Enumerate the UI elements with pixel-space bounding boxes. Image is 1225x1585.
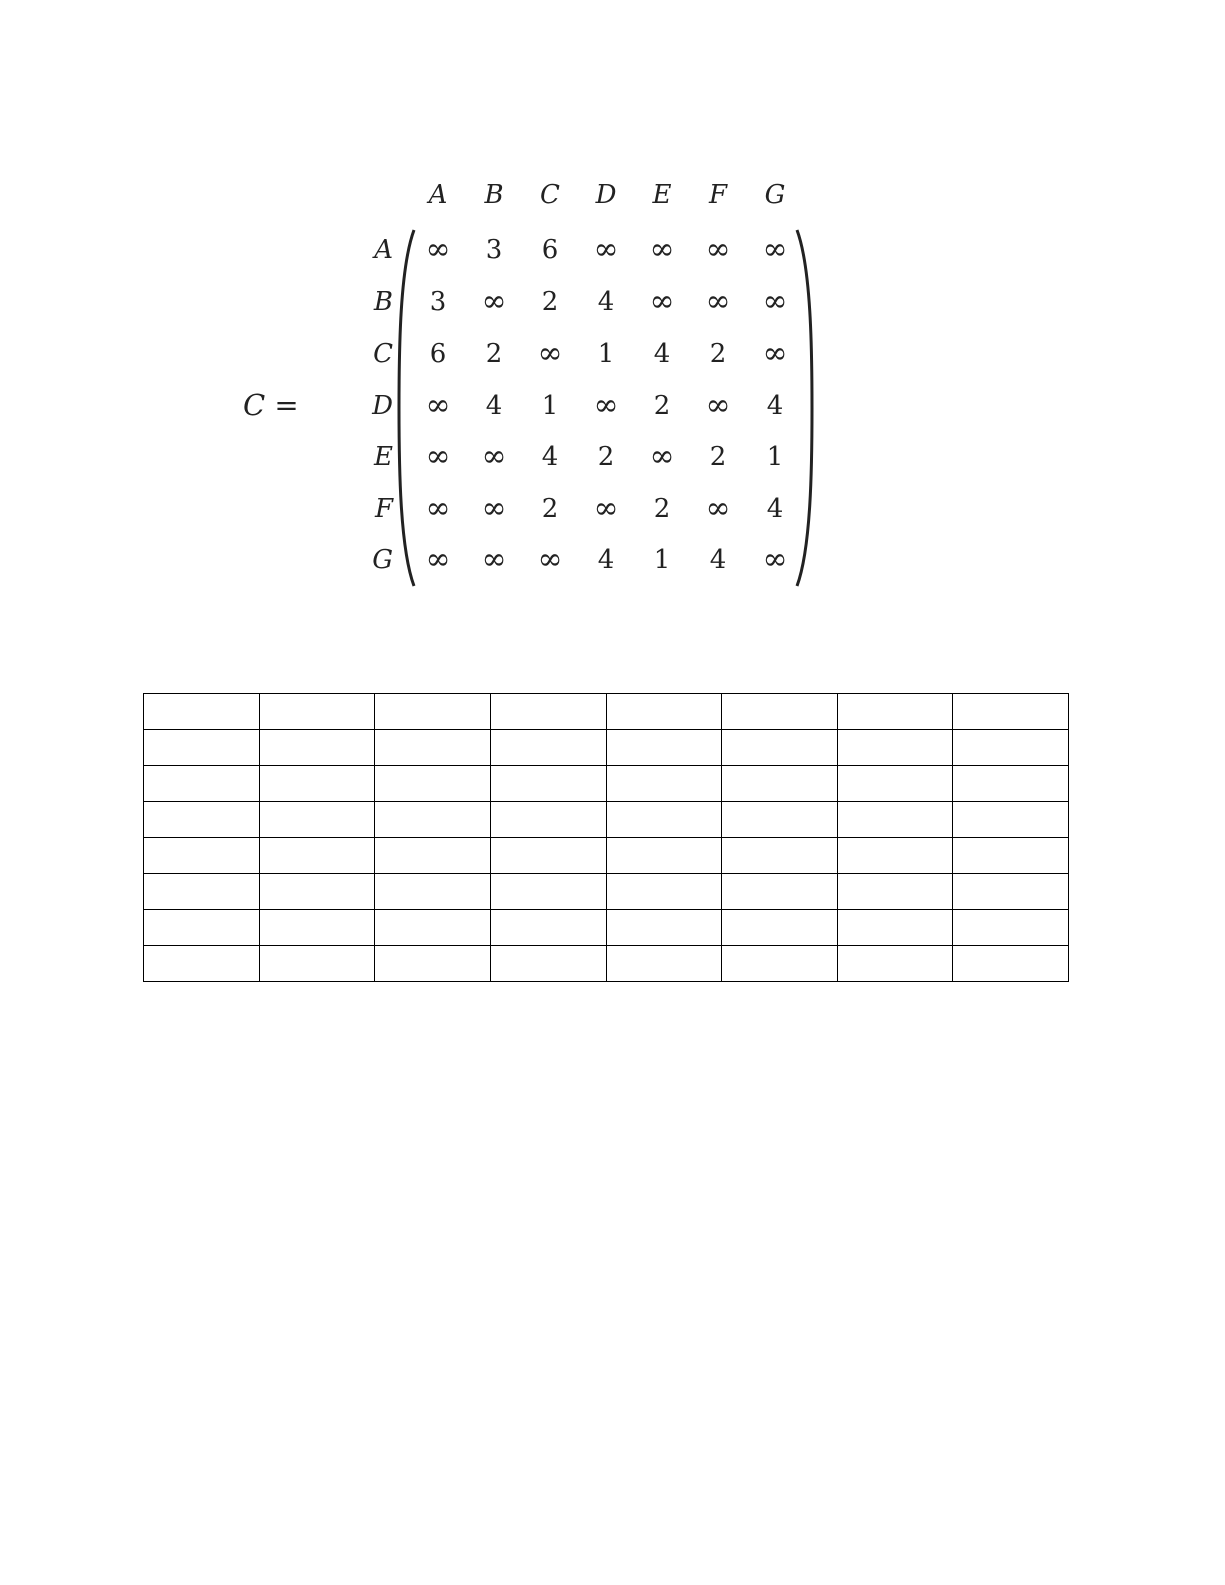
matrix-cell: 4 [653,339,671,369]
matrix-cell: 2 [541,287,559,317]
answer-grid-cell [953,874,1069,910]
answer-grid-cell [375,730,491,766]
answer-grid-cell [375,838,491,874]
matrix-cell: 4 [766,391,784,421]
answer-grid-cell [490,766,606,802]
matrix-cell: ∞ [705,388,731,423]
matrix-cell: 4 [597,545,615,575]
answer-grid-cell [144,838,260,874]
answer-grid-row [144,730,1069,766]
answer-grid-cell [144,946,260,982]
answer-grid-cell [259,838,375,874]
matrix-column-header: A [428,180,448,210]
matrix-cell: ∞ [481,491,507,526]
matrix-cell: 4 [485,391,503,421]
matrix-column-header: G [764,180,786,210]
matrix-cell: ∞ [537,542,563,577]
answer-grid-cell [259,730,375,766]
matrix-cell: ∞ [537,336,563,371]
answer-grid-cell [259,694,375,730]
matrix-cell: 2 [541,494,559,524]
matrix-cell: ∞ [593,491,619,526]
matrix-cell: 4 [709,545,727,575]
answer-grid-row [144,694,1069,730]
answer-grid-cell [144,694,260,730]
matrix-cell: 2 [597,442,615,472]
answer-grid-cell [837,838,953,874]
answer-grid-cell [953,766,1069,802]
answer-grid-cell [953,838,1069,874]
answer-grid-cell [953,946,1069,982]
answer-grid-cell [606,874,722,910]
answer-grid [143,693,1069,982]
answer-grid-cell [837,946,953,982]
answer-grid-row [144,838,1069,874]
matrix-cell: ∞ [762,284,788,319]
answer-grid-cell [606,694,722,730]
matrix-cell: 2 [653,391,671,421]
answer-grid-cell [259,910,375,946]
answer-grid-cell [144,874,260,910]
matrix-cell: 2 [709,339,727,369]
matrix-row-header: E [374,442,393,472]
matrix-cell: ∞ [649,284,675,319]
matrix-cell: 1 [541,391,559,421]
matrix-cell: 6 [541,235,559,265]
matrix-cell: 2 [709,442,727,472]
matrix-variable: C [243,388,266,422]
answer-grid-cell [722,910,838,946]
answer-grid-cell [953,694,1069,730]
answer-grid-cell [953,730,1069,766]
answer-grid-row [144,946,1069,982]
answer-grid-cell [722,946,838,982]
answer-grid-cell [722,838,838,874]
matrix-cell: ∞ [705,491,731,526]
matrix-cell: 3 [485,235,503,265]
answer-grid-cell [375,802,491,838]
matrix-cell: ∞ [425,491,451,526]
answer-grid-cell [606,910,722,946]
matrix-cell: ∞ [649,439,675,474]
answer-grid-cell [837,874,953,910]
answer-grid-cell [375,694,491,730]
matrix-cell: ∞ [762,542,788,577]
matrix-cell: ∞ [593,232,619,267]
answer-grid-cell [259,802,375,838]
matrix-row-header: F [374,494,393,524]
answer-grid-cell [722,766,838,802]
matrix-cell: ∞ [762,336,788,371]
cost-matrix [0,0,1225,640]
answer-grid-cell [722,874,838,910]
answer-grid-cell [837,694,953,730]
answer-grid-cell [490,910,606,946]
answer-grid-cell [375,946,491,982]
matrix-column-header: F [708,180,728,210]
matrix-cell: ∞ [425,439,451,474]
matrix-cell: 3 [429,287,447,317]
answer-grid-cell [606,730,722,766]
matrix-row-header: B [373,287,393,317]
answer-grid-cell [144,730,260,766]
answer-grid-cell [722,694,838,730]
answer-grid-cell [375,874,491,910]
answer-grid-cell [606,766,722,802]
matrix-cell: 1 [597,339,615,369]
matrix-cell: ∞ [425,388,451,423]
answer-grid-cell [144,802,260,838]
matrix-column-header: E [652,180,672,210]
matrix-column-header: B [484,180,504,210]
matrix-row-header: A [374,235,393,265]
answer-grid-cell [490,694,606,730]
answer-grid-cell [259,766,375,802]
matrix-row-header: D [372,391,393,421]
answer-grid-cell [837,910,953,946]
matrix-cell: ∞ [705,284,731,319]
matrix-cell: 2 [485,339,503,369]
answer-grid-cell [606,802,722,838]
matrix-cell: ∞ [425,232,451,267]
answer-grid-cell [606,838,722,874]
answer-grid-row [144,874,1069,910]
answer-grid-cell [490,730,606,766]
answer-grid-cell [837,730,953,766]
matrix-cell: ∞ [481,284,507,319]
answer-grid-row [144,766,1069,802]
matrix-cell: 6 [429,339,447,369]
answer-grid-cell [953,802,1069,838]
matrix-cell: ∞ [762,232,788,267]
matrix-cell: ∞ [425,542,451,577]
matrix-column-header: D [595,180,617,210]
matrix-cell: ∞ [481,439,507,474]
matrix-cell: 4 [541,442,559,472]
answer-grid-cell [490,802,606,838]
matrix-cell: 1 [653,545,671,575]
matrix-cell: ∞ [593,388,619,423]
answer-grid-cell [953,910,1069,946]
answer-grid-cell [144,766,260,802]
matrix-cell: 2 [653,494,671,524]
answer-grid-cell [490,838,606,874]
answer-grid-cell [375,910,491,946]
answer-grid-cell [606,946,722,982]
answer-grid-cell [722,802,838,838]
answer-grid-cell [259,946,375,982]
matrix-row-header: G [372,545,393,575]
matrix-cell: 4 [597,287,615,317]
answer-grid-cell [144,910,260,946]
answer-grid-cell [722,730,838,766]
answer-grid-cell [375,766,491,802]
matrix-cell: 1 [766,442,784,472]
answer-grid-cell [837,802,953,838]
matrix-cell: ∞ [649,232,675,267]
answer-grid-cell [837,766,953,802]
answer-grid-row [144,802,1069,838]
matrix-row-header: C [373,339,393,369]
equals-sign: = [274,388,299,422]
answer-grid-cell [259,874,375,910]
matrix-cell: ∞ [481,542,507,577]
answer-grid-cell [490,874,606,910]
matrix-column-header: C [540,180,560,210]
answer-grid-cell [490,946,606,982]
matrix-cell: ∞ [705,232,731,267]
answer-grid-row [144,910,1069,946]
matrix-cell: 4 [766,494,784,524]
